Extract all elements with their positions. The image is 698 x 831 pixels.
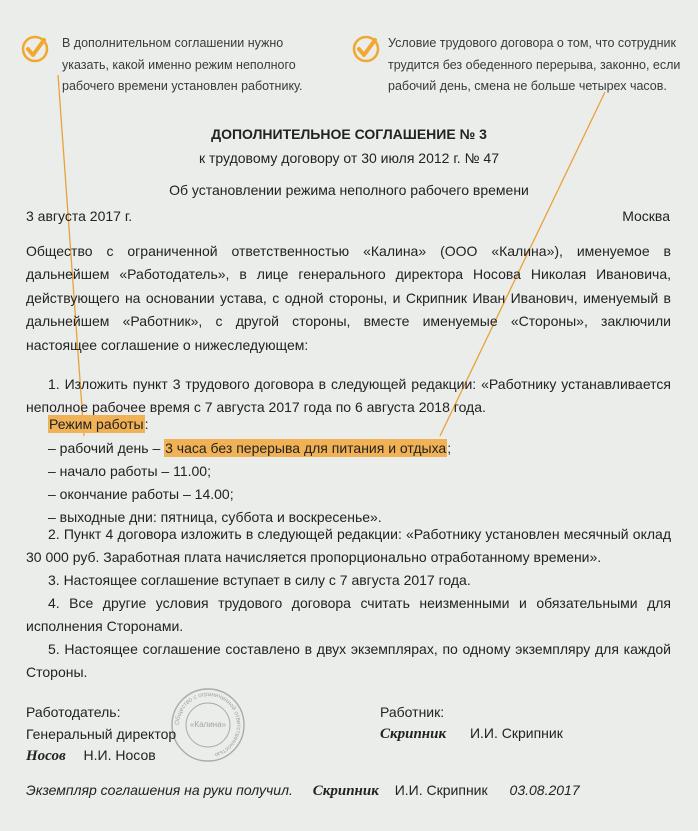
company-stamp <box>170 687 246 763</box>
note-right <box>388 33 680 98</box>
employer-sign-line <box>26 747 156 765</box>
workday-highlight: 3 часа без перерыва для питания и отдыха <box>165 440 447 456</box>
employee-signature: Скрипник <box>380 726 447 742</box>
workday-prefix: – рабочий день – <box>48 440 165 456</box>
employer-name: Н.И. Носов <box>83 747 156 763</box>
note-left-line: В дополнительном соглашении нужно <box>62 36 284 50</box>
item-1: 1. Изложить пункт 3 трудового договора в следующей редакции: «Работнику устанавливается неполное рабочее время с 7 августа 2017 года по 6 августа 2018 года. <box>26 376 671 416</box>
preamble: Общество с ограниченной ответственностью «Калина» (ООО «Калина»), именуемое в дальнейшем «Работодатель», в лице генерального директора Носова Николая Ивановича, действующего на основании устава, с одной стороны, и Скрипник Иван Иванович, именуемый в дальнейшем «Работник», с другой стороны, вместе именуемые «Стороны», заключили настоящее соглашение о нижеследующем: <box>26 243 671 353</box>
employer-signature: Носов <box>26 748 66 764</box>
regime-colon: : <box>144 416 149 432</box>
document-heading: Об установлении режима неполного рабочего времени <box>169 182 529 198</box>
receipt-date: 03.08.2017 <box>509 782 580 798</box>
receipt-text: Экземпляр соглашения на руки получил. <box>26 782 293 798</box>
start-line: – начало работы – 11.00; <box>48 463 211 479</box>
document-subtitle: к трудовому договору от 30 июля 2012 г. № 47 <box>199 150 499 166</box>
note-left-line: указать, какой именно режим неполного <box>62 57 296 72</box>
regime-line <box>48 416 149 432</box>
end-line: – окончание работы – 14.00; <box>48 486 234 502</box>
stamp-center: «Калина» <box>189 720 227 729</box>
employee-sign-line <box>380 725 563 743</box>
document-city: Москва <box>622 208 670 224</box>
item-4: 4. Все другие условия трудового договора считать неизменными и обязательными для исполнения Сторонами. <box>26 595 671 635</box>
days-off-line: – выходные дни: пятница, суббота и воскресенье». <box>48 509 382 525</box>
document-date: 3 августа 2017 г. <box>26 208 133 224</box>
employee-label: Работник: <box>380 704 445 720</box>
workday-line <box>48 440 451 456</box>
item-5: 5. Настоящее соглашение составлено в двух экземплярах, по одному экземпляру для каждой Стороны. <box>26 641 671 681</box>
employee-name: И.И. Скрипник <box>469 725 563 741</box>
receipt-signature: Скрипник <box>312 783 379 799</box>
item-2: 2. Пункт 4 договора изложить в следующей редакции: «Работнику установлен месячный оклад 30 000 руб. Заработная плата начисляется пропорционально отработанному времени». <box>26 526 671 566</box>
note-right-line: трудится без обеденного перерыва, законно, если <box>388 57 681 72</box>
checkmark-icon <box>351 34 381 64</box>
note-right-line: рабочий день, смена не больше четырех часов. <box>388 79 667 93</box>
employer-position: Генеральный директор <box>26 726 177 742</box>
stamp-text: Общество с ограниченной ответственностью <box>173 690 243 759</box>
note-left-line: рабочего времени установлен работнику. <box>62 79 303 93</box>
receipt-name: И.И. Скрипник <box>394 782 488 798</box>
employer-label: Работодатель: <box>26 704 121 720</box>
receipt-line <box>26 782 580 800</box>
workday-suffix: ; <box>447 440 452 456</box>
checkmark-icon <box>20 34 50 64</box>
note-right-line: Условие трудового договора о том, что сотрудник <box>388 36 676 50</box>
regime-label: Режим работы <box>49 416 144 432</box>
document-title: ДОПОЛНИТЕЛЬНОЕ СОГЛАШЕНИЕ № 3 <box>211 126 487 142</box>
note-left <box>62 33 303 98</box>
item-3: 3. Настоящее соглашение вступает в силу с 7 августа 2017 года. <box>48 572 471 588</box>
